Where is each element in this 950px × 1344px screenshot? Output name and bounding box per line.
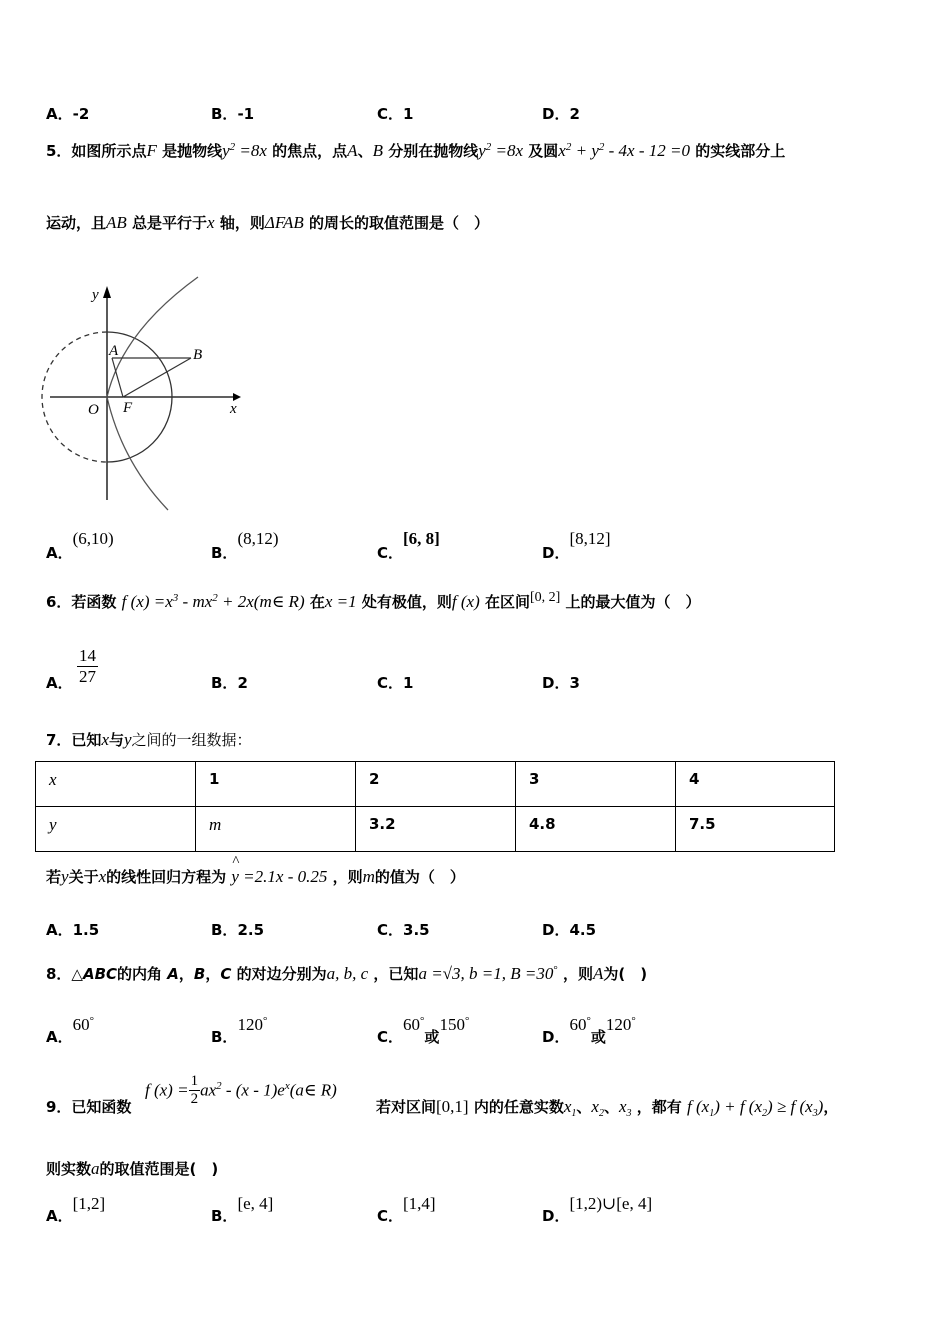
q5-stem-line2: 运动，且AB 总是平行于x 轴，则ΔFAB 的周长的取值范围是（ ） — [46, 213, 490, 232]
q6-option-a-fraction: $\frac{14}{27}$ — [79, 646, 96, 686]
q9-option-a[interactable]: A．[1,2] — [46, 1194, 106, 1225]
q7-option-d[interactable]: D．4.5 — [542, 921, 597, 939]
q5-figure — [40, 272, 255, 517]
q9-stem-line1: 9．已知函数 — [46, 1098, 132, 1116]
table-row: y m 3.2 4.8 7.5 — [36, 807, 835, 852]
q4-option-c[interactable]: C．1 — [377, 105, 414, 123]
q4-option-b[interactable]: B．-1 — [211, 105, 255, 123]
label-x: x — [230, 401, 237, 417]
q7-option-c[interactable]: C．3.5 — [377, 921, 430, 939]
q6-option-d[interactable]: D．3 — [542, 674, 580, 692]
label-f: F — [123, 400, 133, 416]
q4-option-a[interactable]: A．-2 — [46, 105, 90, 123]
q8-option-a[interactable]: A．60° — [46, 1015, 95, 1046]
q9-stem-line1-rest: 若对区间[0,1] 内的任意实数$x_1$、$x_2$、$x_3$ ，都有 f $(x_1) + f$ $(x_2) \ge f$ $(x_3)$， — [376, 1097, 839, 1119]
q5-option-b[interactable]: B．(8,12) — [211, 529, 279, 562]
q7-stem: 7．已知x与y之间的一组数据： — [46, 730, 252, 749]
q5-stem-line1: 5．如图所示点F 是抛物线$y^2 =8x$ 的焦点，点A、B 分别在抛物线$y^2 =8x$ 及圆$x^2 + y^2 - 4x - 12 =0$ 的实线部分上 — [46, 141, 786, 160]
q9-option-c[interactable]: C．[1,4] — [377, 1194, 436, 1225]
q9-option-b[interactable]: B．[e, 4] — [211, 1194, 274, 1225]
q6-option-c[interactable]: C．1 — [377, 674, 414, 692]
q6-option-b[interactable]: B．2 — [211, 674, 248, 692]
q5-option-c[interactable]: C．[6, 8] — [377, 529, 440, 562]
segment-bf — [123, 358, 191, 397]
q8-option-c[interactable]: C．60°或150° — [377, 1015, 470, 1046]
label-o: O — [88, 402, 99, 418]
q9-function: f (x) = $\frac{1}{2}$ $ax^2 - (x$ - $1)e^x(a\in$ R) — [145, 1073, 337, 1107]
label-y: y — [92, 287, 99, 303]
q5-option-a[interactable]: A．(6,10) — [46, 529, 114, 562]
y-axis-arrow — [103, 286, 111, 298]
q9-option-d[interactable]: D．[1,2)∪[e, 4] — [542, 1194, 653, 1225]
q4-option-d[interactable]: D．2 — [542, 105, 580, 123]
label-b: B — [193, 347, 203, 363]
table-row: x 1 2 3 4 — [36, 762, 835, 807]
q6-stem: 6．若函数 f $(x) =x^3 - mx^2$ + 2x(m∈ R) 在x =1 处有极值，则f (x) 在区间[0, 2] 上的最大值为（ ） — [46, 590, 701, 611]
q5-option-d[interactable]: D．[8,12] — [542, 529, 611, 562]
q9-stem-line2: 则实数a的取值范围是( ) — [46, 1159, 219, 1178]
q7-data-table — [35, 761, 835, 852]
q8-stem: 8．△ABC的内角 A，B，C 的对边分别为a, b, c ，已知a =√3, b =1, B =30° ，则A为( ) — [46, 964, 648, 983]
q8-option-d[interactable]: D．60°或120° — [542, 1015, 636, 1046]
q8-option-b[interactable]: B．120° — [211, 1015, 268, 1046]
q7-question: 若y关于x的线性回归方程为 ^ y =2.1x - 0.25 ，则m的值为（ ） — [46, 854, 465, 886]
label-a: A — [109, 343, 119, 359]
parabola-curve — [107, 277, 198, 510]
q7-option-b[interactable]: B．2.5 — [211, 921, 265, 939]
q6-option-a[interactable]: A． — [46, 674, 73, 692]
x-axis-arrow — [233, 393, 241, 401]
q7-option-a[interactable]: A．1.5 — [46, 921, 100, 939]
